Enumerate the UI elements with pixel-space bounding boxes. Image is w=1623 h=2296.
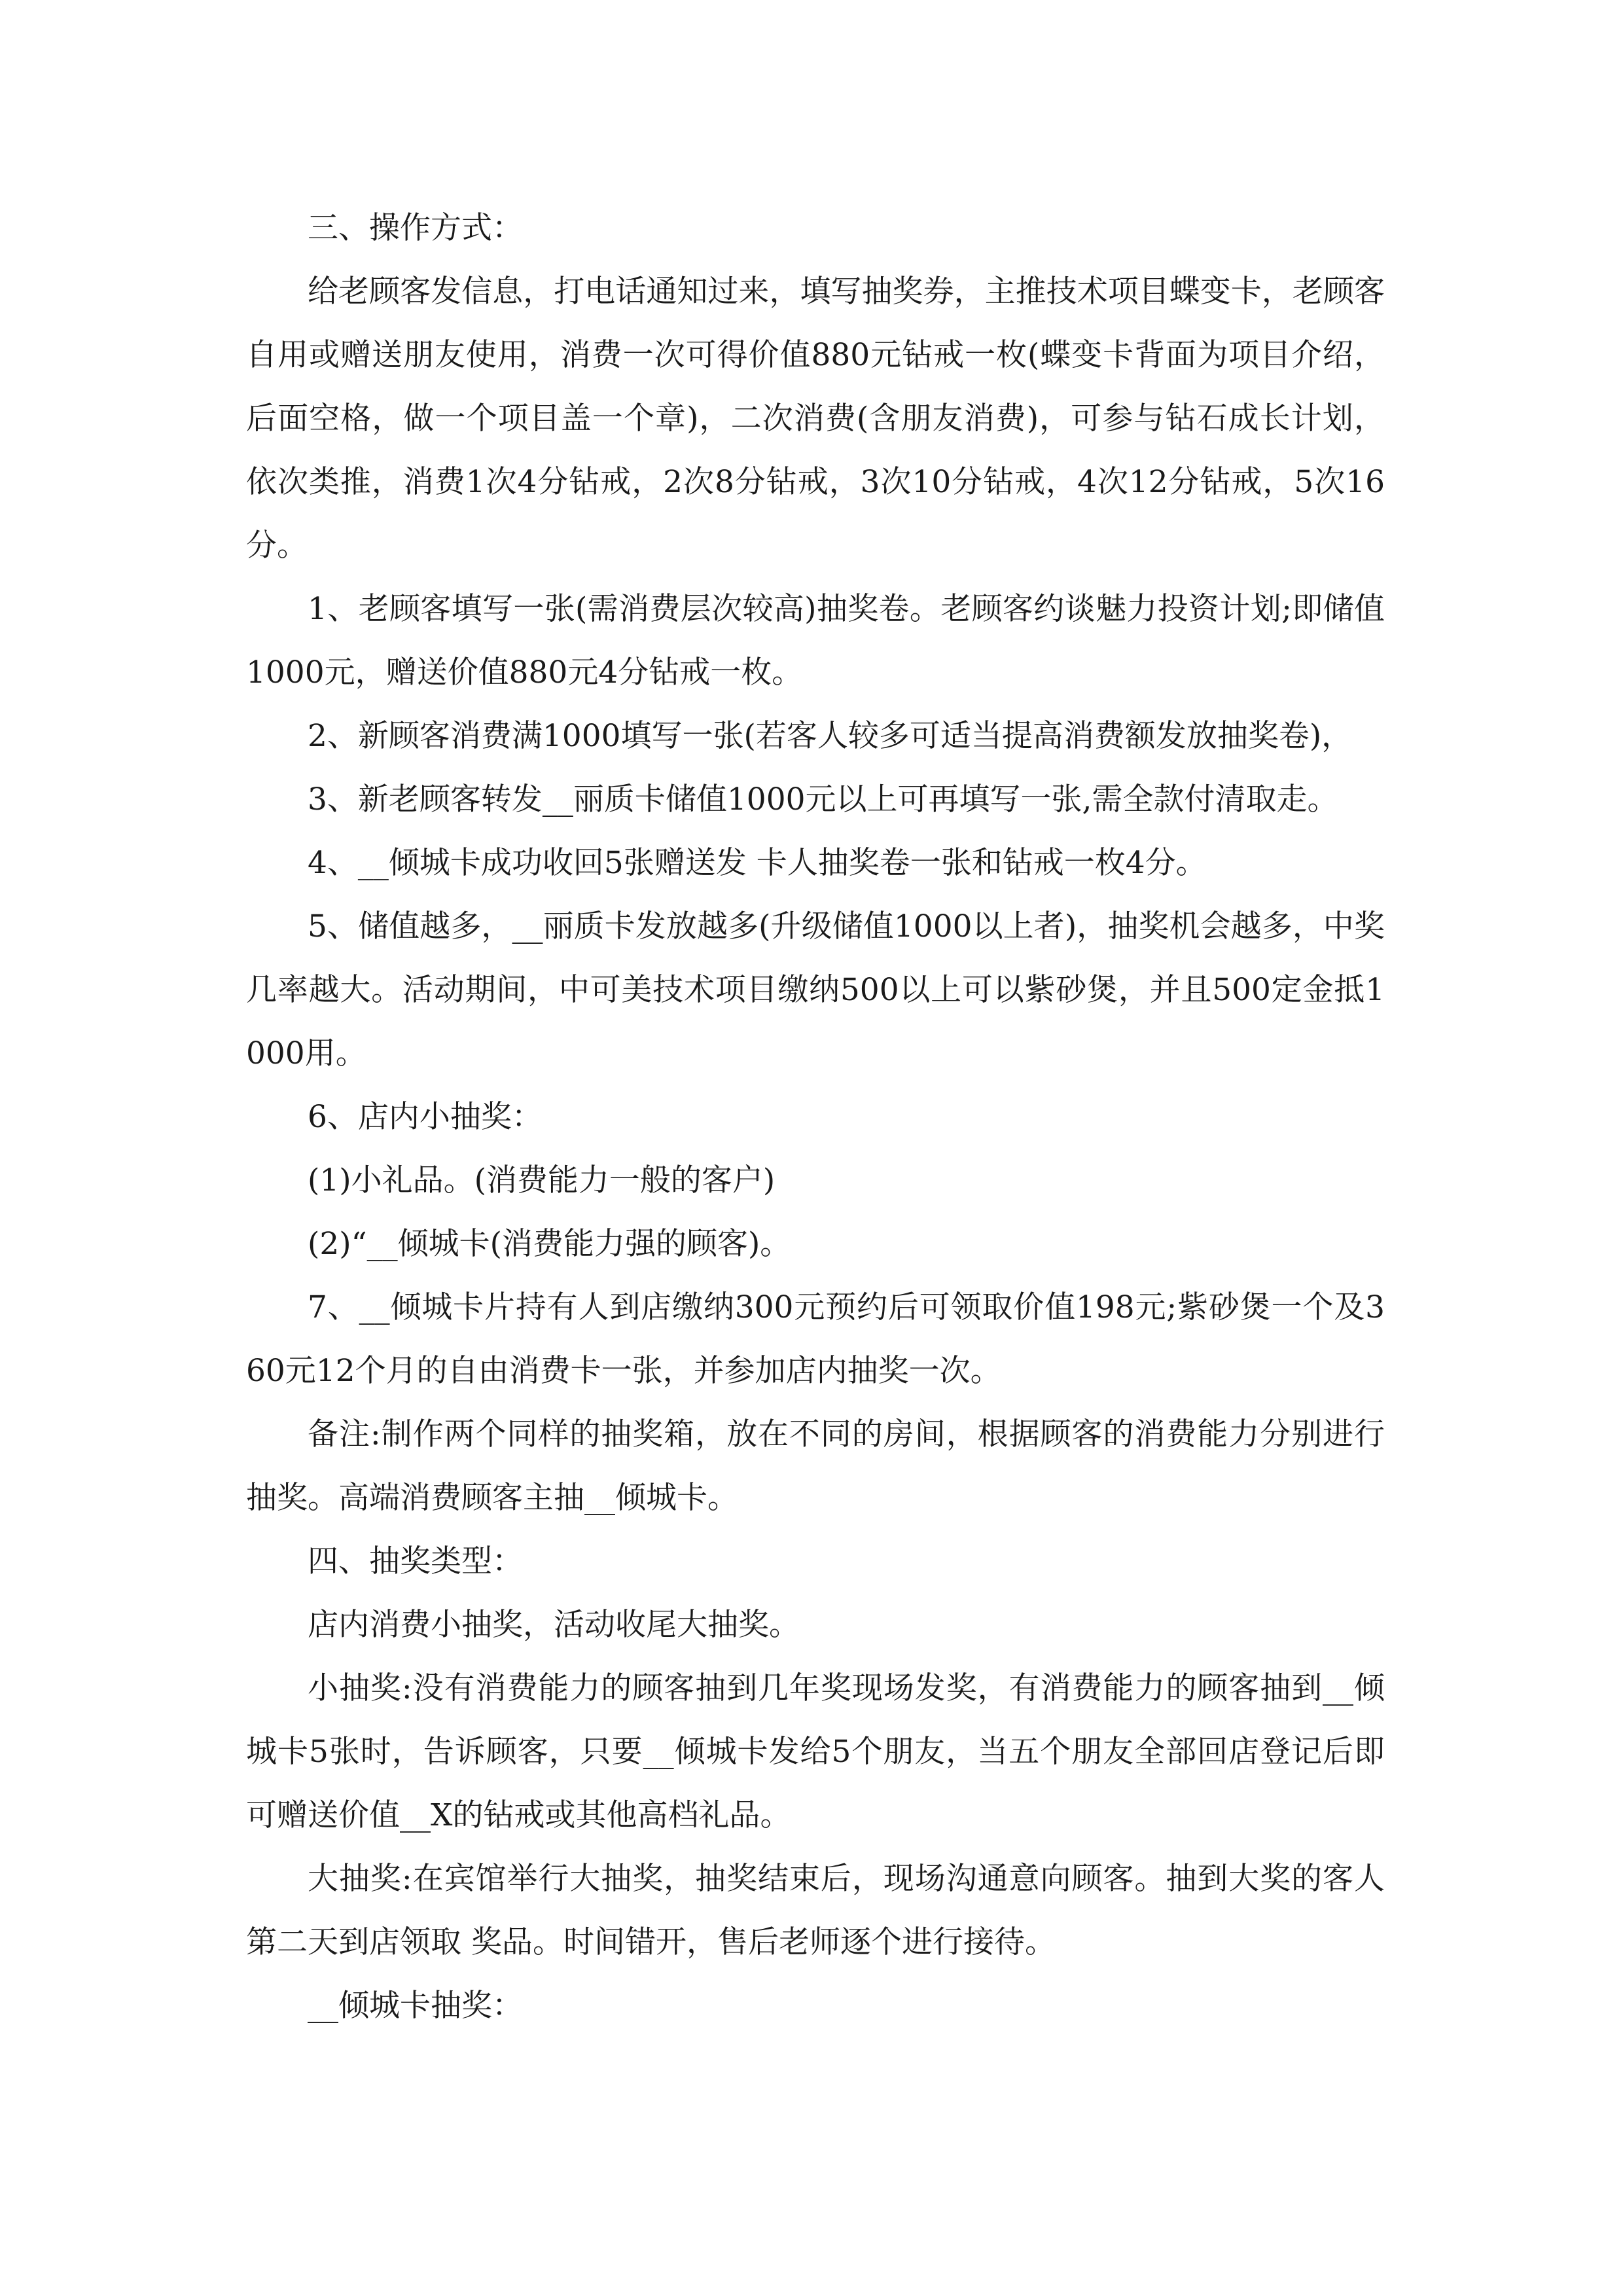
- paragraph-lottery-summary: 店内消费小抽奖，活动收尾大抽奖。: [308, 1607, 800, 1643]
- paragraph-card-lottery: __倾城卡抽奖：: [308, 1988, 523, 2024]
- list-item-7: 7、__倾城卡片持有人到店缴纳300元预约后可领取价值198元;紫砂煲一个及360元12个月的自由消费卡一张，并参加店内抽奖一次。: [246, 1289, 1385, 1389]
- note-paragraph: 备注:制作两个同样的抽奖箱，放在不同的房间，根据顾客的消费能力分别进行抽奖。高端消费顾客主抽__倾城卡。: [246, 1416, 1385, 1516]
- list-item-2: 2、新顾客消费满1000填写一张(若客人较多可适当提高消费额发放抽奖卷)，: [308, 718, 1353, 754]
- paragraph-big-lottery: 大抽奖:在宾馆举行大抽奖，抽奖结束后，现场沟通意向顾客。抽到大奖的客人第二天到店领取 奖品。时间错开，售后老师逐个进行接待。: [246, 1861, 1385, 1960]
- sub-item-2: (2)“__倾城卡(消费能力强的顾客)。: [308, 1226, 791, 1262]
- section-heading-operation: 三、操作方式：: [308, 210, 523, 246]
- list-item-3: 3、新老顾客转发__丽质卡储值1000元以上可再填写一张,需全款付清取走。: [308, 781, 1338, 817]
- list-item-1: 1、老顾客填写一张(需消费层次较高)抽奖卷。老顾客约谈魅力投资计划;即储值1000元，赠送价值880元4分钻戒一枚。: [246, 591, 1385, 691]
- document-body: [246, 196, 1385, 2037]
- paragraph-small-lottery: 小抽奖:没有消费能力的顾客抽到几年奖现场发奖，有消费能力的顾客抽到__倾城卡5张时，告诉顾客，只要__倾城卡发给5个朋友，当五个朋友全部回店登记后即可赠送价值__X的钻戒或其他高档礼品。: [246, 1670, 1385, 1833]
- list-item-6: 6、店内小抽奖：: [308, 1099, 543, 1135]
- list-item-5: 5、储值越多，__丽质卡发放越多(升级储值1000以上者)，抽奖机会越多，中奖几率越大。活动期间，中可美技术项目缴纳500以上可以紫砂煲，并且500定金抵1000用。: [246, 908, 1385, 1071]
- section-heading-lottery-types: 四、抽奖类型：: [308, 1543, 523, 1579]
- paragraph-operation-intro: 给老顾客发信息，打电话通知过来，填写抽奖券，主推技术项目蝶变卡，老顾客自用或赠送朋友使用，消费一次可得价值880元钻戒一枚(蝶变卡背面为项目介绍，后面空格，做一个项目盖一个章)，二次消费(含朋友消费)，可参与钻石成长计划，依次类推，消费1次4分钻戒，2次8分钻戒，3次10分钻戒，4次12分钻戒，5次16分。: [246, 274, 1385, 564]
- list-item-4: 4、__倾城卡成功收回5张赠送发 卡人抽奖卷一张和钻戒一枚4分。: [308, 845, 1207, 881]
- sub-item-1: (1)小礼品。(消费能力一般的客户): [308, 1162, 776, 1198]
